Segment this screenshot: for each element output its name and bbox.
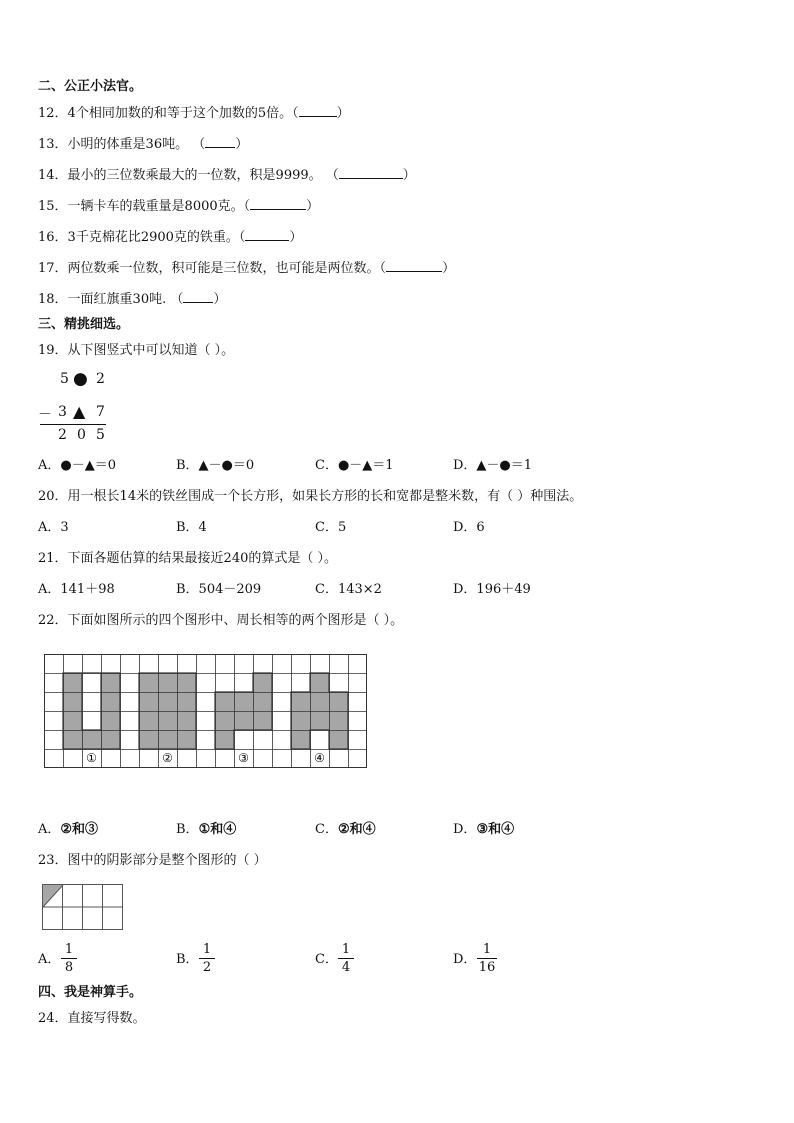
question-18: 18．一面红旗重30吨. （ ） — [38, 292, 227, 307]
digit: 7 — [96, 404, 105, 420]
question-text: 两位数乘一位数，积可能是三位数，也可能是两位数。（ — [67, 261, 387, 276]
q23-option-c-letter[interactable]: C． — [315, 952, 338, 967]
q23-option-b-fraction: 1 2 — [199, 942, 215, 975]
question-text: 一面红旗重30吨. （ — [67, 292, 184, 307]
digit: 0 — [77, 427, 86, 443]
q21-option-d[interactable]: D．196＋49 — [453, 582, 531, 597]
question-23-text: 23．图中的阴影部分是整个图形的（ ） — [38, 853, 267, 868]
q23-option-c-fraction: 1 4 — [338, 942, 354, 975]
shape-3 — [215, 673, 272, 749]
q19-option-d[interactable]: D．▲－●＝1 — [453, 458, 533, 473]
shape-1 — [63, 673, 120, 749]
q22-option-b[interactable]: B．①和④ — [176, 822, 237, 837]
question-16: 16．3千克棉花比2900克的铁重。（ ） — [38, 230, 303, 245]
question-19-text: 19．从下图竖式中可以知道（ ）。 — [38, 343, 235, 358]
answer-blank[interactable] — [250, 198, 306, 210]
question-24-text: 24．直接写得数。 — [38, 1011, 146, 1026]
question-15: 15．一辆卡车的载重量是8000克。（ ） — [38, 199, 320, 214]
q23-option-a-letter[interactable]: A． — [38, 952, 61, 967]
minus-sign: － — [38, 407, 52, 423]
question-number: 15． — [38, 199, 68, 214]
q20-option-c[interactable]: C．5 — [315, 520, 347, 535]
q22-option-d[interactable]: D．③和④ — [453, 822, 515, 837]
answer-blank[interactable] — [183, 291, 213, 303]
shape-label-1: ① — [86, 751, 97, 765]
answer-blank[interactable] — [245, 229, 289, 241]
question-13: 13．小明的体重是36吨。 （ ） — [38, 137, 249, 152]
q21-option-b[interactable]: B．504－209 — [176, 582, 262, 597]
shape-label-4: ④ — [314, 751, 325, 765]
q20-option-b[interactable]: B．4 — [176, 520, 207, 535]
question-number: 12． — [38, 106, 68, 121]
question-number: 18． — [38, 292, 68, 307]
digit: 3 — [58, 404, 67, 420]
section-title-4: 四、我是神算手。 — [38, 985, 143, 1000]
q19-option-b[interactable]: B．▲－●＝0 — [176, 458, 255, 473]
q19-option-a[interactable]: A．●－▲＝0 — [38, 458, 117, 473]
question-number: 17． — [38, 261, 68, 276]
question-text: 最小的三位数乘最大的一位数，积是9999。 （ — [67, 168, 339, 183]
section-title-2: 二、公正小法官。 — [38, 79, 143, 94]
q21-option-a[interactable]: A．141＋98 — [38, 582, 115, 597]
question-17: 17．两位数乘一位数，积可能是三位数，也可能是两位数。（ ） — [38, 261, 456, 276]
answer-blank[interactable] — [339, 167, 403, 179]
q23-option-b-letter[interactable]: B． — [176, 952, 199, 967]
question-12: 12．4个相同加数的和等于这个加数的5倍。（ ） — [38, 106, 350, 121]
question-number: 14． — [38, 168, 68, 183]
question-text: 4个相同加数的和等于这个加数的5倍。（ — [67, 106, 299, 121]
q22-option-a[interactable]: A．②和③ — [38, 822, 99, 837]
shape-label-2: ② — [162, 751, 173, 765]
digit: 2 — [96, 371, 105, 387]
digit: 5 — [60, 371, 69, 387]
shape-4 — [291, 673, 348, 749]
q20-option-d[interactable]: D．6 — [453, 520, 485, 535]
question-21-text: 21．下面各题估算的结果最接近240的算式是（ ）。 — [38, 551, 337, 566]
question-number: 13． — [38, 137, 68, 152]
section-title-3: 三、精挑细选。 — [38, 317, 130, 332]
answer-blank[interactable] — [299, 105, 337, 117]
digit: 2 — [58, 427, 67, 443]
q23-option-d-fraction: 1 16 — [478, 942, 496, 975]
q20-option-a[interactable]: A．3 — [38, 520, 69, 535]
circle-symbol: ● — [73, 369, 88, 389]
triangle-symbol: ▲ — [73, 402, 86, 421]
question-text: 小明的体重是36吨。 （ — [67, 137, 206, 152]
question-text: 一辆卡车的载重量是8000克。（ — [67, 199, 251, 214]
question-20-text: 20．用一根长14米的铁丝围成一个长方形，如果长方形的长和宽都是整米数，有（ ）种围法。 — [38, 489, 583, 504]
question-text: 3千克棉花比2900克的铁重。（ — [67, 230, 246, 245]
q23-option-a-fraction: 1 8 — [61, 942, 77, 975]
shape-2 — [139, 673, 196, 749]
shapes-grid-figure — [44, 654, 368, 770]
q19-option-c[interactable]: C．●－▲＝1 — [315, 458, 394, 473]
q21-option-c[interactable]: C．143×2 — [315, 582, 382, 597]
sum-line — [40, 424, 106, 425]
shape-label-3: ③ — [238, 751, 249, 765]
answer-blank[interactable] — [386, 260, 442, 272]
question-number: 16． — [38, 230, 68, 245]
fraction-grid-figure — [42, 884, 124, 932]
digit: 5 — [96, 427, 105, 443]
q22-option-c[interactable]: C．②和④ — [315, 822, 376, 837]
answer-blank[interactable] — [205, 136, 235, 148]
question-22-text: 22．下面如图所示的四个图形中、周长相等的两个图形是（ ）。 — [38, 613, 404, 628]
question-14: 14．最小的三位数乘最大的一位数，积是9999。 （ ） — [38, 168, 416, 183]
q23-option-d-letter[interactable]: D． — [453, 952, 477, 967]
